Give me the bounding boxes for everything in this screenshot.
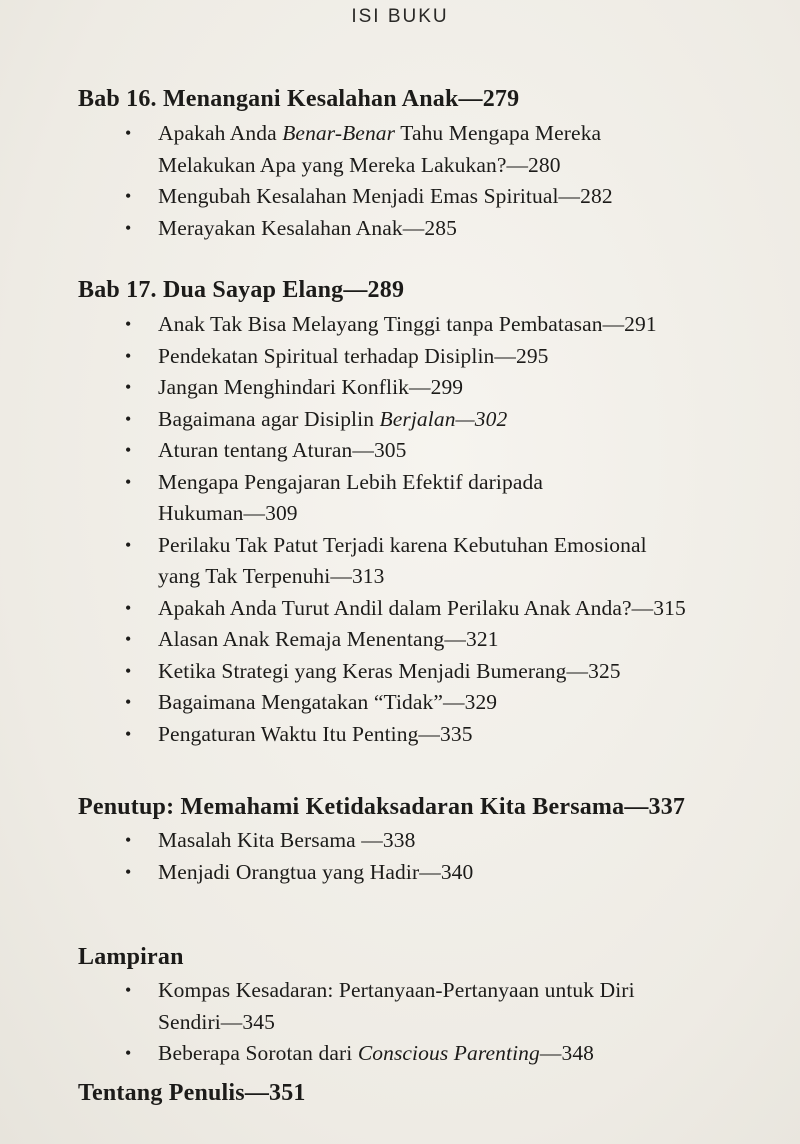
toc-entry: • Mengubah Kesalahan Menjadi Emas Spiritual—282: [78, 181, 758, 213]
bullet: •: [125, 692, 132, 712]
toc-entry: • Pendekatan Spiritual terhadap Disiplin—295: [78, 341, 758, 373]
toc-entry: • Aturan tentang Aturan—305: [78, 435, 758, 467]
toc-entry: • Apakah Anda Benar-Benar Tahu Mengapa Mereka Melakukan Apa yang Mereka Lakukan?—280: [78, 118, 758, 181]
toc-entry: • Masalah Kita Bersama —338: [78, 825, 758, 857]
section-title: Penutup: Memahami Ketidaksadaran Kita Bersama—337: [78, 794, 686, 820]
section-title: Bab 17. Dua Sayap Elang—289: [78, 277, 405, 303]
toc-section-penutup: [78, 792, 758, 888]
toc-entry: • Bagaimana agar Disiplin Berjalan—302: [78, 404, 758, 436]
toc-entry: • Menjadi Orangtua yang Hadir—340: [78, 857, 758, 889]
bullet: •: [125, 217, 132, 238]
bullet: •: [125, 534, 132, 555]
toc-entry: • Jangan Menghindari Konflik—299: [78, 372, 758, 404]
toc-entry: • Alasan Anak Remaja Menentang—321: [78, 624, 758, 656]
toc-entry: • Ketika Strategi yang Keras Menjadi Bumerang—325: [78, 656, 758, 688]
toc-entry: • Kompas Kesadaran: Pertanyaan-Pertanyaan untuk Diri Sendiri—345: [78, 975, 758, 1038]
toc-entry: • Mengapa Pengajaran Lebih Efektif daripada Hukuman—309: [78, 467, 758, 530]
toc-entry: • Perilaku Tak Patut Terjadi karena Kebutuhan Emosional yang Tak Terpenuhi—313: [78, 530, 758, 593]
toc-entry: • Pengaturan Waktu Itu Penting—335: [78, 719, 758, 751]
bullet: •: [125, 723, 132, 744]
bullet: •: [125, 660, 132, 681]
bullet: •: [125, 186, 132, 206]
toc-entry: • Merayakan Kesalahan Anak—285: [78, 213, 758, 245]
section-title: Bab 16. Menangani Kesalahan Anak—279: [78, 86, 520, 112]
bullet: •: [125, 1043, 132, 1063]
toc-entry: • Beberapa Sorotan dari Conscious Parenting—348: [78, 1038, 758, 1070]
bullet: •: [125, 314, 132, 334]
bullet: •: [125, 377, 132, 397]
toc-entry: • Apakah Anda Turut Andil dalam Perilaku Anak Anda?—315: [78, 593, 758, 625]
page-header: ISI BUKU: [351, 6, 449, 27]
bullet: •: [125, 408, 132, 429]
section-title: Tentang Penulis—351: [78, 1080, 306, 1106]
toc-section-bab-17: [78, 275, 758, 750]
bullet: •: [125, 597, 132, 618]
bullet: •: [125, 471, 132, 492]
bullet: •: [125, 629, 132, 649]
bullet: •: [125, 440, 132, 460]
bullet: •: [125, 980, 132, 1000]
bullet: •: [125, 861, 132, 882]
toc-section-tentang-penulis: [78, 1078, 758, 1108]
toc-entry: • Anak Tak Bisa Melayang Tinggi tanpa Pembatasan—291: [78, 309, 758, 341]
toc-section-bab-16: [78, 84, 758, 244]
bullet: •: [125, 123, 132, 143]
bullet: •: [125, 345, 132, 366]
toc-section-lampiran: [78, 942, 758, 1070]
section-title: Lampiran: [78, 944, 184, 970]
bullet: •: [125, 830, 132, 850]
toc-entry: • Bagaimana Mengatakan “Tidak”—329: [78, 687, 758, 719]
